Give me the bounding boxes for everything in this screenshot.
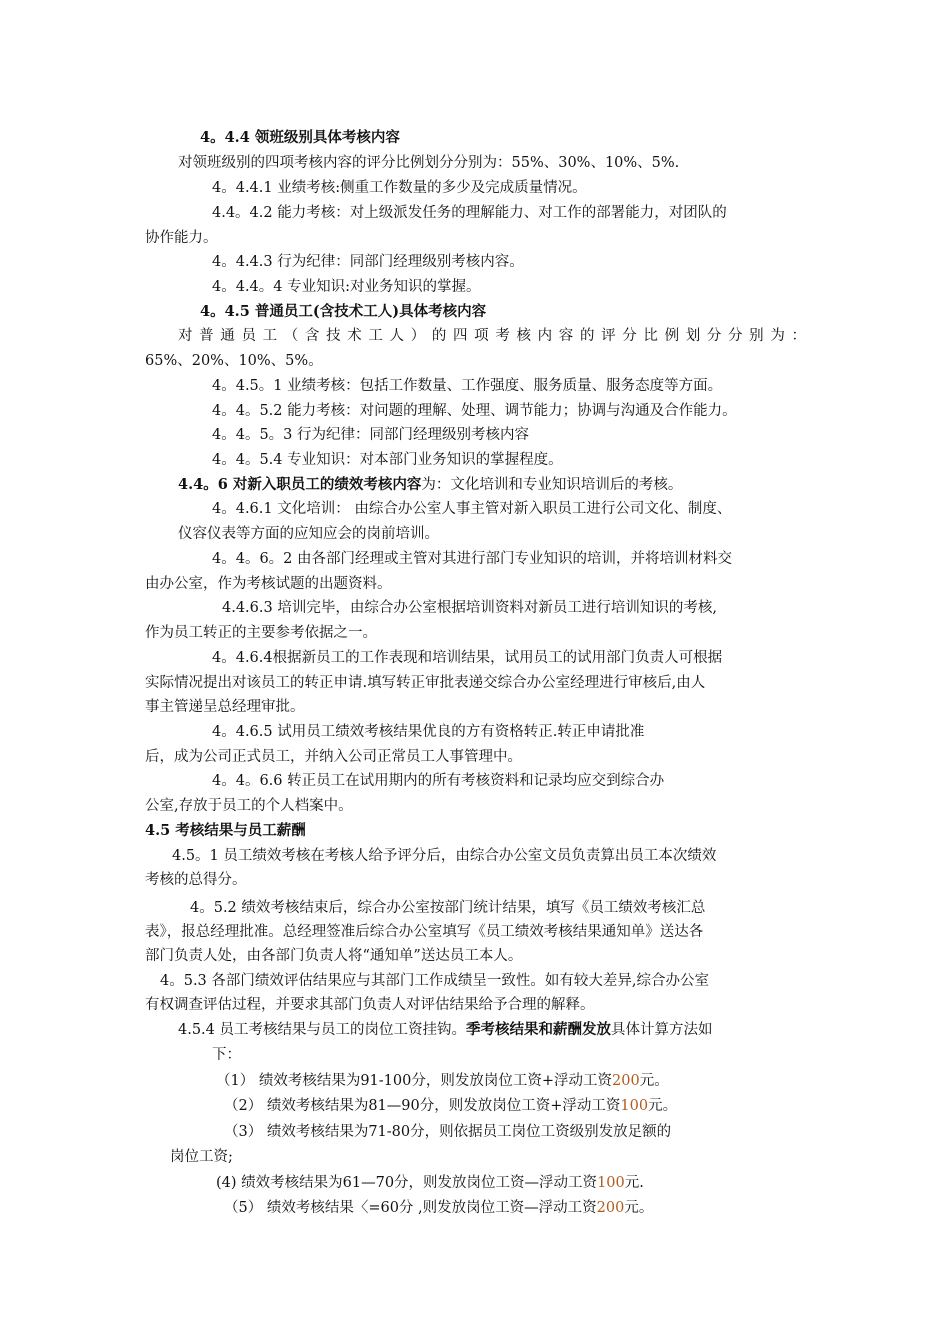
paragraph-line: 4。4.4。4 专业知识:对业务知识的掌握。 — [212, 279, 481, 295]
heading-bold-part: 4.4。6 对新入职员工的绩效考核内容 — [178, 476, 422, 493]
paragraph-line: 由办公室，作为考核试题的出题资料。 — [145, 576, 392, 592]
section-heading-4-4-6 — [178, 475, 682, 495]
paragraph-line: 4。5.3 各部门绩效评估结果应与其部门工作成绩呈一致性。如有较大差异,综合办公室 — [160, 973, 710, 989]
paragraph-line: 4。4.6.5 试用员工绩效考核结果优良的方有资格转正.转正申请批准 — [212, 724, 645, 740]
paragraph-line: 4.4.6.3 培训完毕，由综合办公室根据培训资料对新员工进行培训知识的考核, — [222, 600, 717, 616]
paragraph-line: 4。4.5。1 业绩考核：包括工作数量、工作强度、服务质量、服务态度等方面。 — [212, 378, 723, 394]
text-part: （5） 绩效考核结果〈=60分 ,则发放岗位工资—浮动工资 — [224, 1200, 597, 1216]
amount-value: 200 — [596, 1200, 625, 1216]
paragraph-line: 65%、20%、10%、5%。 — [145, 353, 323, 369]
paragraph-line: 对领班级别的四项考核内容的评分比例划分分别为：55%、30%、10%、5%. — [178, 155, 680, 171]
paragraph-line: 4。4.6.1 文化培训： 由综合办公室人事主管对新入职员工进行公司文化、制度、 — [212, 501, 732, 517]
paragraph-line: 考核的总得分。 — [145, 872, 247, 888]
text-part: 元。 — [648, 1098, 678, 1114]
paragraph-line: 对普通员工（含技术工人）的四项考核内容的评分比例划分分别为： — [178, 328, 806, 344]
pay-rule-3: （3） 绩效考核结果为71-80分，则依据员工岗位工资级别发放足额的 — [224, 1124, 672, 1140]
pay-rule-4 — [216, 1173, 644, 1193]
heading-rest-part: 为：文化培训和专业知识培训后的考核。 — [421, 477, 683, 493]
pay-rule-1 — [216, 1071, 669, 1091]
paragraph-line: 协作能力。 — [145, 230, 218, 246]
paragraph-line: 实际情况提出对该员工的转正申请.填写转正审批表递交综合办公室经理进行审核后,由人 — [145, 675, 706, 691]
bold-part: 季考核结果和薪酬发放 — [466, 1021, 612, 1038]
pay-rule-5 — [224, 1198, 653, 1218]
paragraph-line — [178, 1020, 713, 1040]
paragraph-line: 4。4.6.4根据新员工的工作表现和培训结果，试用员工的试用部门负责人可根据 — [212, 650, 723, 666]
text-part: （1） 绩效考核结果为91-100分，则发放岗位工资+浮动工资 — [216, 1073, 613, 1089]
paragraph-line: 4。4。6.6 转正员工在试用期内的所有考核资料和记录均应交到综合办 — [212, 773, 665, 789]
text-part: 元。 — [624, 1200, 654, 1216]
section-heading-4-4-5: 4。4.5 普通员工(含技术工人)具体考核内容 — [200, 303, 487, 320]
paragraph-line: 后，成为公司正式员工，并纳入公司正常员工人事管理中。 — [145, 749, 522, 765]
section-heading-4-4-4: 4。4.4 领班级别具体考核内容 — [200, 129, 400, 146]
paragraph-line: 4。4.4.1 业绩考核:侧重工作数量的多少及完成质量情况。 — [212, 180, 587, 196]
text-part: 具体计算方法如 — [611, 1022, 713, 1038]
paragraph-line: 4。4。5。3 行为纪律：同部门经理级别考核内容 — [212, 427, 530, 443]
paragraph-line: 公室,存放于员工的个人档案中。 — [145, 798, 353, 814]
text-part: 元。 — [639, 1073, 669, 1089]
amount-value: 100 — [620, 1098, 649, 1114]
amount-value: 100 — [597, 1175, 625, 1191]
paragraph-line: 作为员工转正的主要参考依据之一。 — [145, 625, 377, 641]
paragraph-line: 4.5。1 员工绩效考核在考核人给予评分后，由综合办公室文员负责算出员工本次绩效 — [172, 848, 717, 864]
paragraph-line: 4。4。5.2 能力考核：对问题的理解、处理、调节能力；协调与沟通及合作能力。 — [212, 403, 737, 419]
paragraph-line: 4。4.4.3 行为纪律：同部门经理级别考核内容。 — [212, 254, 524, 270]
amount-value: 200 — [612, 1073, 640, 1089]
text-part: 4.5.4 员工考核结果与员工的岗位工资挂钩。 — [178, 1022, 467, 1038]
paragraph-line: 岗位工资; — [170, 1149, 233, 1165]
paragraph-line: 有权调查评估过程，并要求其部门负责人对评估结果给予合理的解释。 — [145, 997, 595, 1013]
paragraph-line: 表》，报总经理批准。总经理签准后综合办公室填写《员工绩效考核结果通知单》送达各 — [145, 924, 704, 940]
paragraph-line: 4。4。6。2 由各部门经理或主管对其进行部门专业知识的培训，并将培训材料交 — [212, 551, 733, 567]
paragraph-line: 4。4。5.4 专业知识：对本部门业务知识的掌握程度。 — [212, 452, 563, 468]
text-part: 元. — [624, 1175, 644, 1191]
paragraph-line: 4.4。4.2 能力考核：对上级派发任务的理解能力、对工作的部署能力，对团队的 — [212, 205, 727, 221]
section-heading-4-5: 4.5 考核结果与员工薪酬 — [145, 822, 306, 839]
paragraph-line: 4。5.2 绩效考核结束后，综合办公室按部门统计结果，填写《员工绩效考核汇总 — [190, 900, 706, 916]
paragraph-line: 部门负责人处，由各部门负责人将“通知单”送达员工本人。 — [145, 948, 523, 964]
paragraph-line: 仪容仪表等方面的应知应会的岗前培训。 — [178, 526, 439, 542]
text-part: (4) 绩效考核结果为61—70分，则发放岗位工资—浮动工资 — [216, 1175, 598, 1191]
pay-rule-2 — [224, 1096, 677, 1116]
paragraph-line: 事主管递呈总经理审批。 — [145, 699, 305, 715]
paragraph-line: 下： — [212, 1047, 241, 1063]
text-part: （2） 绩效考核结果为81—90分，则发放岗位工资+浮动工资 — [224, 1098, 621, 1114]
